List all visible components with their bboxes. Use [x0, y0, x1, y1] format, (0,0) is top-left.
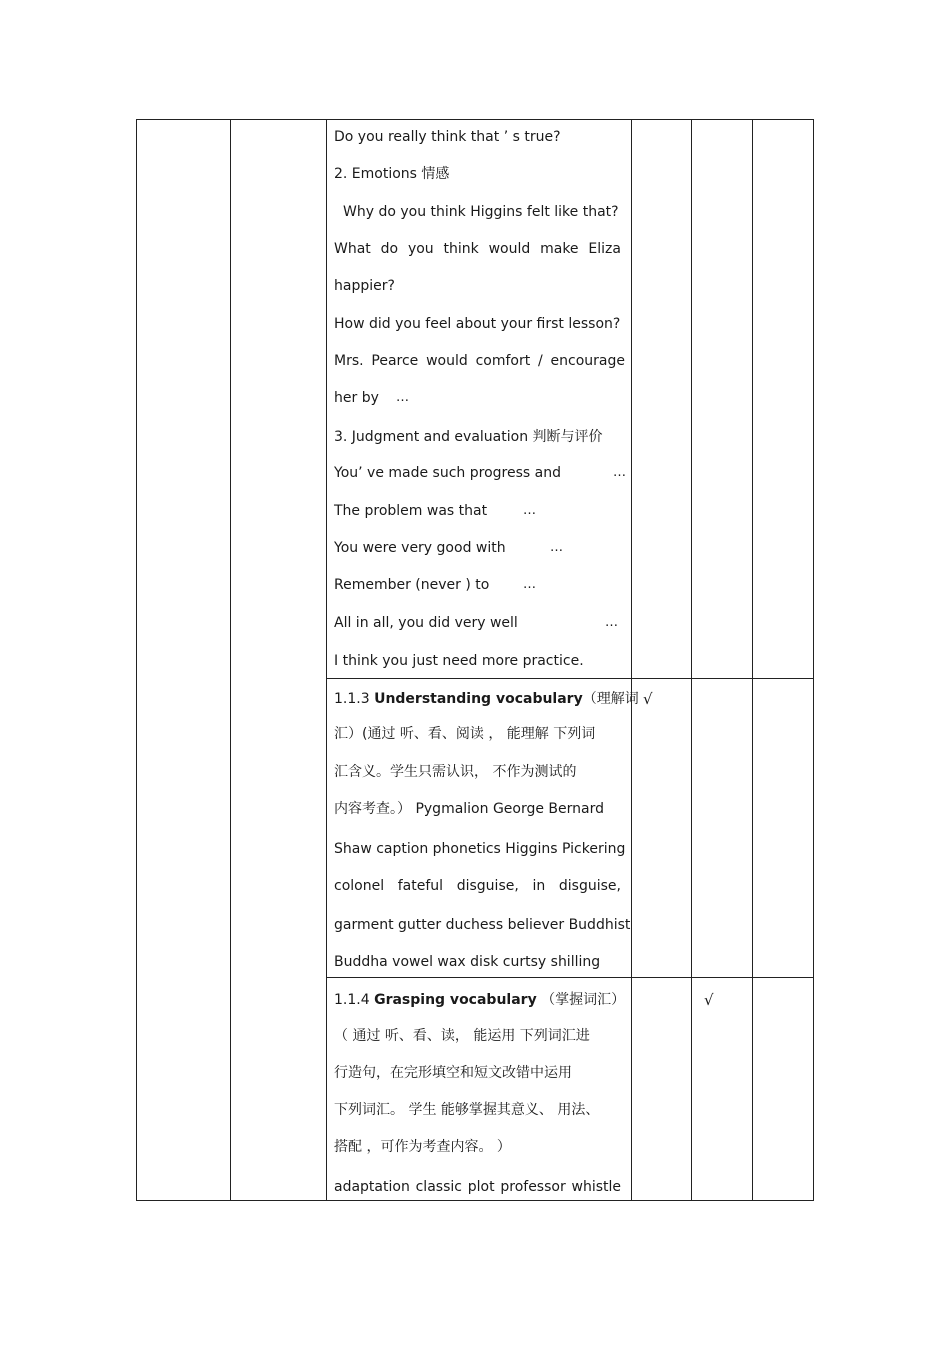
row2-line-6: colonel fateful disguise, in disguise,	[334, 878, 621, 894]
row1-line-4: What do you think would make Eliza	[334, 241, 621, 257]
row2-content-cell	[334, 679, 639, 977]
row3-content-cell	[334, 978, 629, 1200]
row2-line-1	[334, 692, 639, 707]
row1-line-13: Remember (never ) to	[334, 577, 490, 593]
row1-line-14: All in all, you did very well	[334, 615, 518, 631]
column-line-3	[631, 119, 632, 1201]
row1-line-2: 2. Emotions 情感	[334, 166, 450, 182]
row3-number: 1.1.4	[334, 992, 370, 1008]
row1-line-12: You were very good with	[334, 540, 506, 556]
row3-heading: Grasping vocabulary	[374, 992, 537, 1008]
column-line-2	[326, 119, 327, 1201]
row3-line-4: 下列词汇。 学生 能够掌握其意义、 用法、	[334, 1102, 600, 1118]
row1-line-10: You’ ve made such progress and	[334, 465, 561, 481]
table-border-bottom	[136, 1200, 814, 1201]
row1-line-1: Do you really think that ’ s true?	[334, 129, 561, 145]
row1-line-15: I think you just need more practice.	[334, 653, 584, 669]
row3-line-3: 行造句，在完形填空和短文改错中运用	[334, 1065, 572, 1081]
row2-line-8: Buddha vowel wax disk curtsy shilling	[334, 954, 601, 970]
row2-line-3: 汇含义。学生只需认识， 不作为测试的	[334, 764, 577, 780]
row3-heading-cn: （掌握词汇）	[541, 992, 626, 1008]
row1-ellipsis-8: …	[396, 390, 409, 405]
row1-line-7: Mrs. Pearce would comfort / encourage	[334, 353, 625, 369]
row3-line-1	[334, 993, 625, 1008]
row1-line-5: happier?	[334, 278, 395, 294]
row1-line-6: How did you feel about your first lesson?	[334, 316, 621, 332]
row1-line-11: The problem was that	[334, 503, 488, 519]
row3-line-2: （ 通过 听、看、读， 能运用 下列词汇进	[334, 1028, 590, 1044]
row3-line-6: adaptation classic plot professor whistle	[334, 1179, 621, 1195]
row2-heading-cn: （理解词	[582, 691, 639, 707]
row1-ellipsis-12: …	[550, 540, 563, 555]
column-line-6	[813, 119, 814, 1201]
row1-line-3: Why do you think Higgins felt like that?	[343, 204, 619, 220]
column-line-0	[136, 119, 137, 1201]
row2-line-2: 汇）(通过 听、看、阅读 ， 能理解 下列词	[334, 726, 596, 742]
row1-ellipsis-13: …	[523, 577, 536, 592]
row3-check-mark: √	[704, 991, 714, 1009]
row2-line-4: 内容考查。） Pygmalion George Bernard	[334, 801, 605, 817]
row1-ellipsis-14: …	[605, 615, 618, 630]
row2-check-mark: √	[643, 690, 653, 708]
row2-line-5: Shaw caption phonetics Higgins Pickering	[334, 841, 626, 857]
row2-number: 1.1.3	[334, 691, 370, 707]
column-line-5	[752, 119, 753, 1201]
row1-line-9: 3. Judgment and evaluation 判断与评价	[334, 429, 603, 445]
row1-ellipsis-10: …	[613, 465, 626, 480]
row1-content-cell	[334, 119, 629, 678]
column-line-4	[691, 119, 692, 1201]
column-line-1	[230, 119, 231, 1201]
row1-ellipsis-11: …	[523, 503, 536, 518]
row2-line-7: garment gutter duchess believer Buddhist	[334, 917, 631, 933]
row1-line-8: her by	[334, 390, 379, 406]
row3-line-5: 搭配 ，可作为考查内容。 ）	[334, 1139, 511, 1155]
row2-heading: Understanding vocabulary	[374, 691, 583, 707]
